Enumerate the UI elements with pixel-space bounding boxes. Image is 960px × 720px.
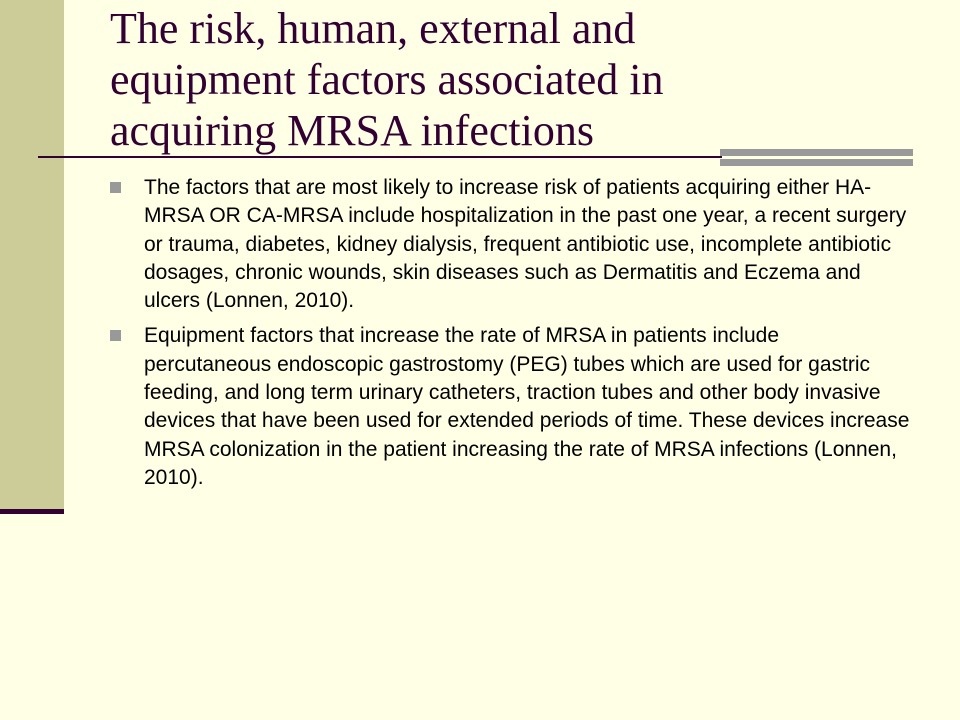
sidebar-end-rule <box>0 509 64 514</box>
title-underline <box>38 156 722 158</box>
bullet-text: The factors that are most likely to increase risk of patients acquiring either HA-MRSA OR CA-MRSA include hospitalization in the past one year, a recent surgery or trauma, diabetes, kidney dialysis, frequent antibiotic use, incomplete antibiotic dosages, chronic wounds, skin diseases such as Dermatitis and Eczema and ulcers (Lonnen, 2010). <box>144 176 907 313</box>
bullet-list <box>110 174 910 499</box>
sidebar-decoration <box>0 0 64 510</box>
list-item <box>110 322 910 492</box>
square-bullet-icon <box>110 182 121 193</box>
bullet-text: Equipment factors that increase the rate of MRSA in patients include percutaneous endoscopic gastrostomy (PEG) tubes which are used for gastric feeding, and long term urinary catheters, traction tubes and other body invasive devices that have been used for extended periods of time. These devices increase MRSA colonization in the patient increasing the rate of MRSA infections (Lonnen, 2010). <box>144 324 910 489</box>
title-double-rule <box>720 149 913 166</box>
slide-title: The risk, human, external and equipment factors associated in acquiring MRSA infections <box>110 4 664 155</box>
list-item <box>110 174 910 315</box>
square-bullet-icon <box>110 330 121 341</box>
